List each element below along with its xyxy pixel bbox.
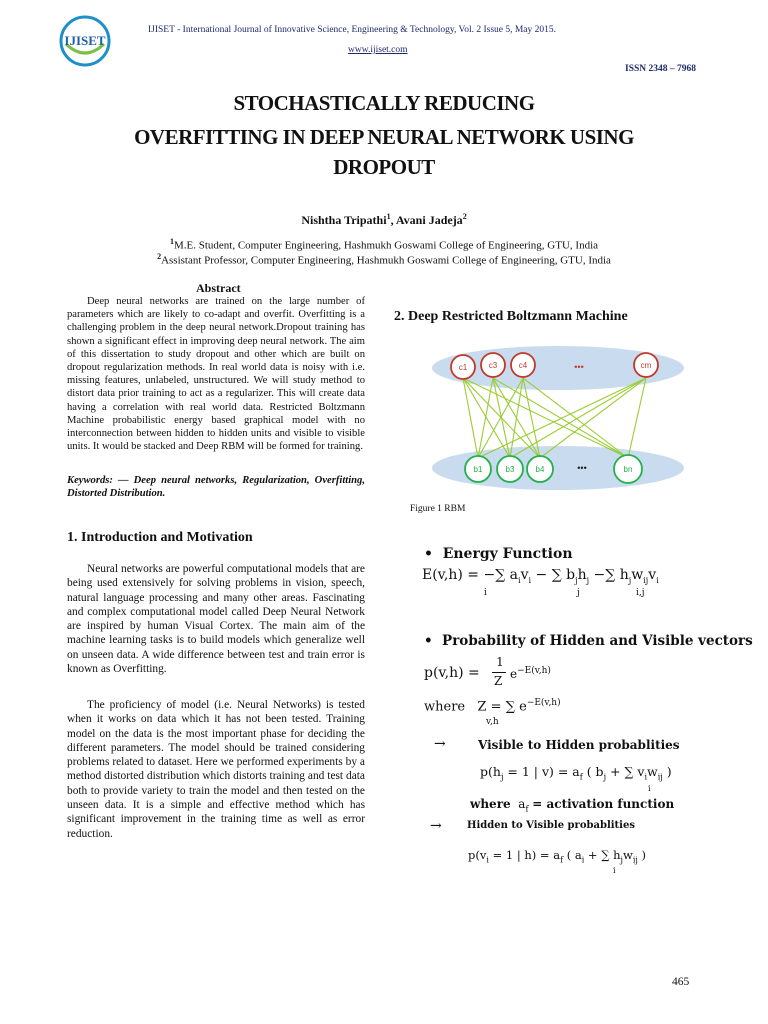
section-1-heading: 1. Introduction and Motivation <box>67 530 253 545</box>
abstract-heading: Abstract <box>196 281 241 295</box>
h2v-heading: Hidden to Visible probablities <box>467 820 635 831</box>
intro-paragraph-1: Neural networks are powerful computational models that are being used extensively for solving problems in vision, speech, natural language processing and many other areas. Fascinating and complex computational model called Deep Neural Network are inspired by human Visual Cortex. The main aim of the machine learning tasks is to build models which generalize well on unseen data. A wide difference between test and train error is known as Overfitting. <box>67 563 365 676</box>
issn: ISSN 2348 – 7968 <box>625 64 696 74</box>
intro-paragraph-2: The proficiency of model (i.e. Neural Networks) is tested when it works on data which it has not been tested. Training model on the data is the most important phase for deciding the different parameters. The model should be trained considering problems related to dataset. Here we performed experiments by a method distorted distribution which distorts training and test data both to provide variety to train the model and then tested on the unseen data. It is a simple and effective method which has significant improvement in the training time as well as error reduction. <box>67 699 365 840</box>
title-line-3: DROPOUT <box>333 155 435 179</box>
authors: Nishtha Tripathi$^1$, Avani Jadeja$^2$ <box>301 212 467 227</box>
v2h-heading: Visible to Hidden probablities <box>478 738 680 752</box>
v2h-equation: $p(h_j = 1$ | $v) = a_f$ ( $b_j$ + ∑ $v_iw_{ij}$ ) <box>480 764 672 782</box>
hidden-node-label: cm <box>640 361 652 370</box>
rbm-edges <box>463 378 646 458</box>
journal-logo <box>58 14 112 68</box>
visible-node-label: bn <box>623 465 633 474</box>
author-2: Avani Jadeja <box>395 213 463 227</box>
hidden-dots: ••• <box>574 362 584 372</box>
rbm-figure <box>430 340 690 496</box>
journal-header: IJISET - International Journal of Innovative Science, Engineering & Technology, Vol. 2 Issue 5, May 2015. <box>148 25 557 35</box>
author-1: Nishtha Tripathi <box>301 213 387 227</box>
hidden-node-label: c4 <box>518 361 528 370</box>
page-number: 465 <box>672 976 690 988</box>
visible-node-label: b1 <box>473 465 483 474</box>
affiliation-2: $^2$Assistant Professor, Computer Engineering, Hashmukh Goswami College of Engineering, GTU, India <box>157 252 611 267</box>
title-line-1: STOCHASTICALLY REDUCING <box>233 91 535 115</box>
hidden-node-label: c1 <box>458 363 468 372</box>
visible-node-label: b4 <box>535 465 545 474</box>
logo-text: IJISET <box>64 33 106 48</box>
h2v-equation: $p(v_i = 1$ | $h) = a_f$ ( $a_i$ + ∑ $h_jw_{ij}$ ) <box>468 848 647 865</box>
hidden-node-label: c3 <box>488 361 498 370</box>
visible-dots: ••• <box>577 463 587 473</box>
visible-node-label: b3 <box>505 465 515 474</box>
arrow-icon: → <box>434 736 446 752</box>
keywords: Keywords: — Deep neural networks, Regularization, Overfitting, Distorted Distribution. <box>67 475 365 500</box>
activation-note: where $a_f$ = activation function <box>470 797 675 814</box>
probability-heading: • Probability of Hidden and Visible vectors <box>424 633 753 649</box>
energy-equation: E(v,h) = −∑ $a_iv_i$ − ∑ $b_jh_j$ −∑ $h_jw_{ij}v_i$ <box>422 567 659 585</box>
arrow-icon: → <box>430 818 442 834</box>
affiliation-1: $^1$M.E. Student, Computer Engineering, Hashmukh Goswami College of Engineering, GTU, India <box>169 237 599 252</box>
journal-url-link[interactable]: www.ijiset.com <box>348 45 408 55</box>
abstract-text: Deep neural networks are trained on the large number of parameters which are likely to co-adapt and overfit. Overfitting is a challenging problem in the deep neural network.Dropout training has shown a significant effect in improving deep neural network. The aim of this dissertation to study dropout and other which are built on dropout regularization methods. In real world data is noisy with i.e. missing features, unlabeled, unstructured. We will study method to distort data prior training to act as a regularizer. This will create data having a correlation with real world data. Restricted Boltzmann Machine probabilistic energy based graphical model with no interconnection between hidden to hidden units and visible to visible units. It would be stacked and Deep RBM will be formed for training. <box>67 296 365 453</box>
section-2-heading: 2. Deep Restricted Boltzmann Machine <box>394 309 628 324</box>
figure-caption: Figure 1 RBM <box>410 504 466 514</box>
title-line-2: OVERFITTING IN DEEP NEURAL NETWORK USING <box>134 125 634 149</box>
partition-equation: where Z = ∑ $e^{-E(v,h)}$ <box>424 698 561 715</box>
energy-heading: • Energy Function <box>424 546 573 562</box>
probability-equation: p(v,h) = <box>424 665 480 681</box>
